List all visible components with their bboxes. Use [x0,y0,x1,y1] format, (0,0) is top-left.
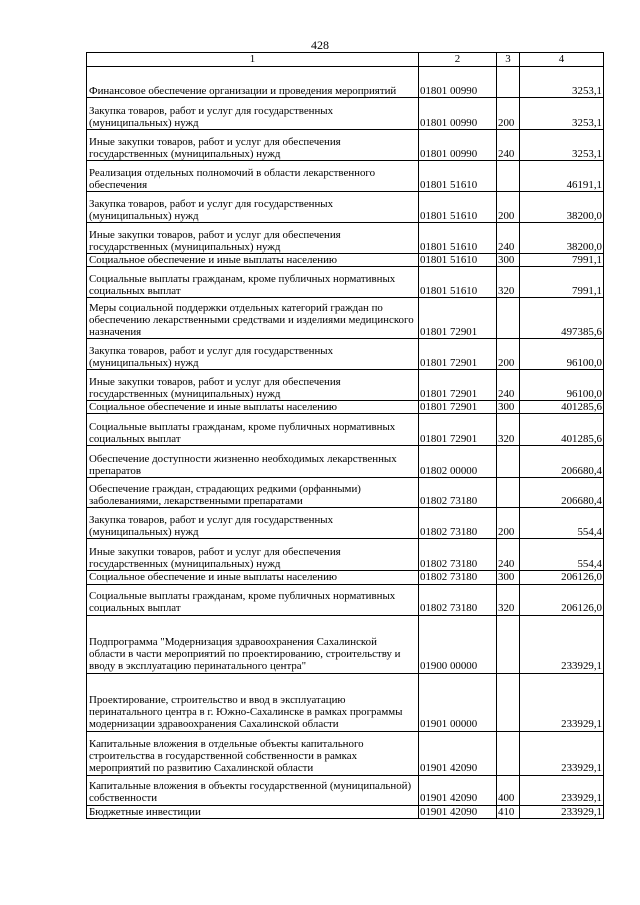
page-number: 428 [311,38,329,52]
table-row [87,584,604,615]
column-header-3: 3 [497,53,520,67]
row-code-cell: 01802 73180 [419,584,497,615]
row-code-cell: 01801 72901 [419,414,497,446]
row-amount-cell: 554,4 [520,508,604,539]
row-type-cell: 240 [497,539,520,571]
row-name-cell: Реализация отдельных полномочий в области лекарственного обеспечения [87,161,419,192]
table-row [87,192,604,223]
row-name-cell: Социальные выплаты гражданам, кроме публичных нормативных социальных выплат [87,267,419,298]
row-code-cell: 01801 51610 [419,254,497,267]
column-header-1: 1 [87,53,419,67]
row-type-cell: 200 [497,98,520,130]
row-name-cell: Иные закупки товаров, работ и услуг для обеспечения государственных (муниципальных) нужд [87,370,419,401]
row-code-cell: 01802 73180 [419,508,497,539]
row-type-cell: 200 [497,339,520,370]
table-row [87,478,604,508]
row-type-cell [497,446,520,478]
row-code-cell: 01801 72901 [419,339,497,370]
row-amount-cell: 7991,1 [520,254,604,267]
row-code-cell: 01801 51610 [419,192,497,223]
row-name-cell: Социальное обеспечение и иные выплаты населению [87,254,419,267]
row-amount-cell: 3253,1 [520,130,604,161]
row-amount-cell: 233929,1 [520,615,604,673]
row-name-cell: Иные закупки товаров, работ и услуг для обеспечения государственных (муниципальных) нужд [87,539,419,571]
row-name-cell: Социальное обеспечение и иные выплаты населению [87,401,419,414]
column-header-2: 2 [419,53,497,67]
table-row [87,673,604,731]
table-row [87,98,604,130]
row-type-cell: 300 [497,571,520,584]
row-code-cell: 01801 00990 [419,67,497,98]
row-amount-cell: 206680,4 [520,446,604,478]
table-row [87,775,604,805]
row-amount-cell: 96100,0 [520,339,604,370]
table-row [87,401,604,414]
table-row [87,161,604,192]
row-name-cell: Капитальные вложения в объекты государственной (муниципальной) собственности [87,775,419,805]
row-type-cell: 240 [497,223,520,254]
table-row [87,267,604,298]
row-type-cell [497,673,520,731]
row-amount-cell: 401285,6 [520,414,604,446]
row-code-cell: 01801 00990 [419,130,497,161]
row-amount-cell: 233929,1 [520,731,604,775]
row-code-cell: 01801 72901 [419,298,497,339]
table-row [87,298,604,339]
row-code-cell: 01802 73180 [419,571,497,584]
row-type-cell: 200 [497,508,520,539]
row-amount-cell: 233929,1 [520,673,604,731]
table-row [87,223,604,254]
row-amount-cell: 206126,0 [520,584,604,615]
table-row [87,571,604,584]
row-code-cell: 01802 00000 [419,446,497,478]
row-type-cell: 320 [497,414,520,446]
row-code-cell: 01901 00000 [419,673,497,731]
row-amount-cell: 206680,4 [520,478,604,508]
row-name-cell: Социальные выплаты гражданам, кроме публичных нормативных социальных выплат [87,414,419,446]
row-amount-cell: 554,4 [520,539,604,571]
table-row [87,731,604,775]
row-type-cell [497,161,520,192]
row-code-cell: 01900 00000 [419,615,497,673]
row-amount-cell: 7991,1 [520,267,604,298]
row-name-cell: Социальные выплаты гражданам, кроме публичных нормативных социальных выплат [87,584,419,615]
row-amount-cell: 206126,0 [520,571,604,584]
row-amount-cell: 3253,1 [520,67,604,98]
row-name-cell: Меры социальной поддержки отдельных категорий граждан по обеспечению лекарственными средствами и изделиями медицинского назначения [87,298,419,339]
row-name-cell: Капитальные вложения в отдельные объекты капитального строительства в государственной собственности в рамках мероприятий по развитию Сахалинской области [87,731,419,775]
row-code-cell: 01801 51610 [419,161,497,192]
row-amount-cell: 233929,1 [520,805,604,818]
row-name-cell: Проектирование, строительство и ввод в эксплуатацию перинатального центра в г. Южно-Сахалинске в рамках программы модернизации здравоохранения Сахалинской области [87,673,419,731]
row-type-cell: 240 [497,370,520,401]
row-code-cell: 01802 73180 [419,478,497,508]
row-code-cell: 01801 00990 [419,98,497,130]
table-row [87,446,604,478]
table-row [87,615,604,673]
row-name-cell: Иные закупки товаров, работ и услуг для обеспечения государственных (муниципальных) нужд [87,130,419,161]
row-name-cell: Закупка товаров, работ и услуг для государственных (муниципальных) нужд [87,192,419,223]
row-name-cell: Финансовое обеспечение организации и проведения мероприятий [87,67,419,98]
row-amount-cell: 46191,1 [520,161,604,192]
row-code-cell: 01801 72901 [419,401,497,414]
table-row [87,805,604,818]
budget-table [86,52,604,819]
row-code-cell: 01901 42090 [419,775,497,805]
table-row [87,339,604,370]
row-type-cell: 400 [497,775,520,805]
row-code-cell: 01802 73180 [419,539,497,571]
row-name-cell: Обеспечение доступности жизненно необходимых лекарственных препаратов [87,446,419,478]
row-amount-cell: 38200,0 [520,223,604,254]
row-type-cell: 240 [497,130,520,161]
row-amount-cell: 3253,1 [520,98,604,130]
row-name-cell: Бюджетные инвестиции [87,805,419,818]
row-name-cell: Закупка товаров, работ и услуг для государственных (муниципальных) нужд [87,98,419,130]
row-type-cell: 300 [497,254,520,267]
row-name-cell: Иные закупки товаров, работ и услуг для обеспечения государственных (муниципальных) нужд [87,223,419,254]
row-amount-cell: 497385,6 [520,298,604,339]
table-body [87,67,604,819]
table-row [87,254,604,267]
row-type-cell: 320 [497,267,520,298]
row-type-cell: 320 [497,584,520,615]
row-code-cell: 01801 51610 [419,267,497,298]
row-type-cell [497,298,520,339]
row-code-cell: 01801 72901 [419,370,497,401]
table-row [87,130,604,161]
row-type-cell: 200 [497,192,520,223]
row-type-cell [497,67,520,98]
table-header-row [87,53,604,67]
row-code-cell: 01901 42090 [419,805,497,818]
column-header-4: 4 [520,53,604,67]
row-amount-cell: 401285,6 [520,401,604,414]
row-code-cell: 01801 51610 [419,223,497,254]
row-amount-cell: 38200,0 [520,192,604,223]
row-amount-cell: 233929,1 [520,775,604,805]
row-name-cell: Подпрограмма "Модернизация здравоохранения Сахалинской области в части мероприятий по проектированию, строительству и вводу в эксплуатацию перинатального центра" [87,615,419,673]
row-name-cell: Закупка товаров, работ и услуг для государственных (муниципальных) нужд [87,508,419,539]
table-row [87,67,604,98]
row-type-cell [497,478,520,508]
row-type-cell: 300 [497,401,520,414]
row-name-cell: Закупка товаров, работ и услуг для государственных (муниципальных) нужд [87,339,419,370]
table-row [87,370,604,401]
row-name-cell: Социальное обеспечение и иные выплаты населению [87,571,419,584]
row-amount-cell: 96100,0 [520,370,604,401]
row-code-cell: 01901 42090 [419,731,497,775]
table-row [87,508,604,539]
row-type-cell [497,731,520,775]
row-type-cell: 410 [497,805,520,818]
table-row [87,414,604,446]
row-name-cell: Обеспечение граждан, страдающих редкими (орфанными) заболеваниями, лекарственными препаратами [87,478,419,508]
table-row [87,539,604,571]
row-type-cell [497,615,520,673]
